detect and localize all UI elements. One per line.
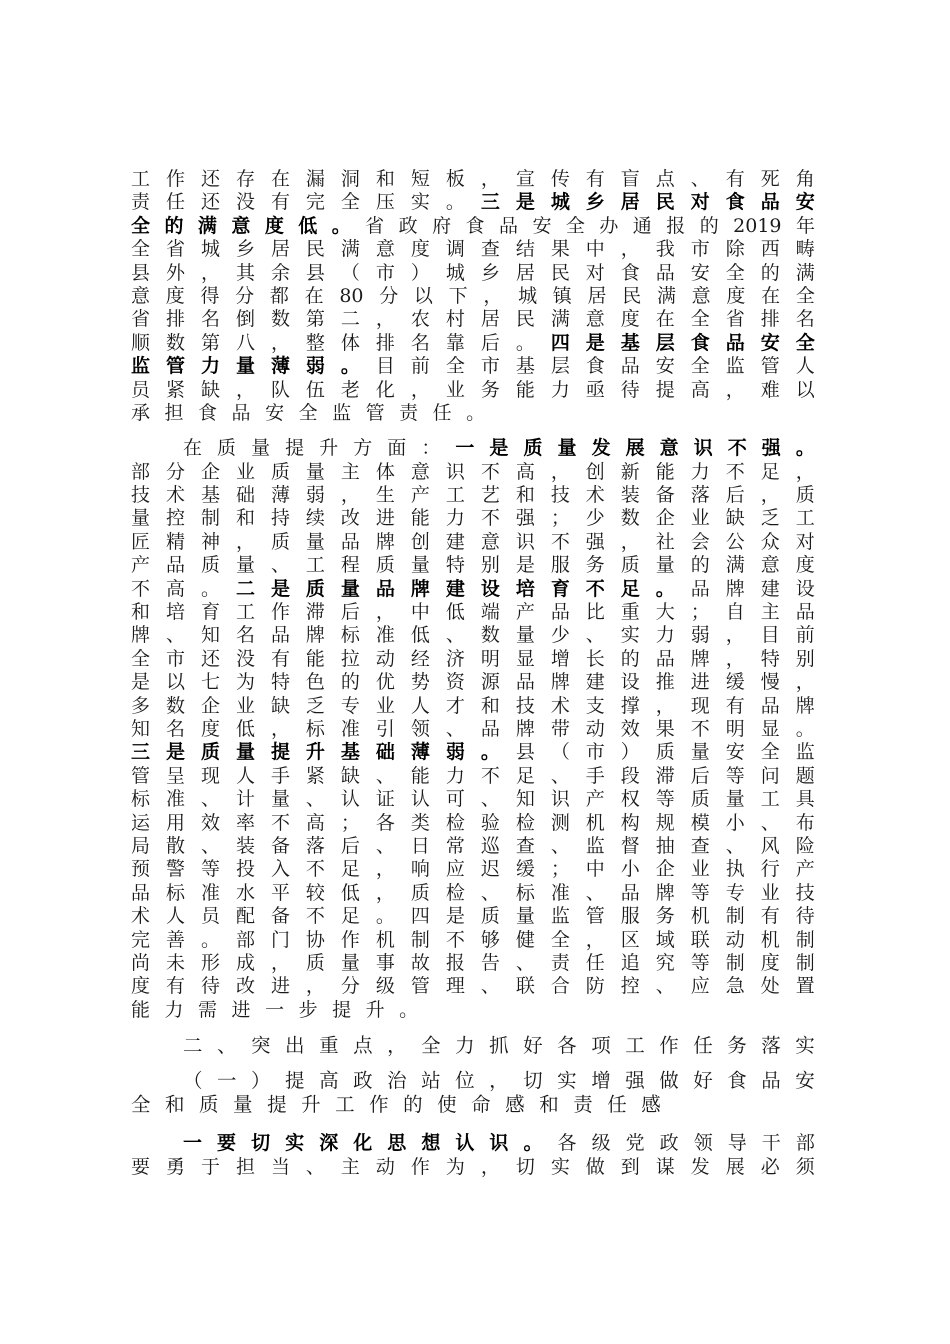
text-line: 意 度 得 分 都 在 80 分 以 下 ， 城 镇 居 民 满 意 度 在 全: [131, 284, 815, 307]
paragraph-p2: [131, 437, 815, 1022]
text-line: 三 是 质 量 提 升 基 础 薄 弱 。 县 （ 市 ） 质 量 安 全 监: [131, 741, 815, 764]
text-line: （ 一 ） 提 高 政 治 站 位 ， 切 实 增 强 做 好 食 品 安: [183, 1069, 815, 1093]
text-line: 度 有 待 改 进 ， 分 级 管 理 、 联 合 防 控 、 应 急 处 置: [131, 975, 815, 998]
text-line: 二 、 突 出 重 点 ， 全 力 抓 好 各 项 工 作 任 务 落 实: [183, 1034, 815, 1058]
text-line: 和 培 育 工 作 滞 后 ， 中 低 端 产 品 比 重 大 ； 自 主 品: [131, 601, 815, 624]
section-heading-h1: [131, 1034, 815, 1057]
text-line: 要 勇 于 担 当 、 主 动 作 为 ， 切 实 做 到 谋 发 展 必 须: [131, 1155, 815, 1178]
text-line: 顺 数 第 八 ， 整 体 排 名 靠 后 。 四 是 基 层 食 品 安 全: [131, 331, 815, 354]
text-line: 省 排 名 倒 数 第 二 ， 农 村 居 民 满 意 度 在 全 省 排 名: [131, 308, 815, 331]
text-line: 在 质 量 提 升 方 面 ： 一 是 质 量 发 展 意 识 不 强 。: [183, 437, 815, 460]
text-line: 多 数 企 业 缺 乏 专 业 人 才 和 技 术 支 撑 ， 现 有 品 牌: [131, 694, 815, 717]
text-line: 员 紧 缺 ， 队 伍 老 化 ， 业 务 能 力 亟 待 提 高 ， 难 以: [131, 378, 815, 401]
text-line: 全 的 满 意 度 低 。 省 政 府 食 品 安 全 办 通 报 的 2019 年: [131, 214, 815, 237]
paragraph-p3: [131, 1132, 815, 1179]
section-heading-h2: [131, 1069, 815, 1116]
text-line: 术 人 员 配 备 不 足 。 四 是 质 量 监 管 服 务 机 制 有 待: [131, 905, 815, 928]
text-line: 一 要 切 实 深 化 思 想 认 识 。 各 级 党 政 领 导 干 部: [183, 1132, 815, 1155]
text-line: 工 作 还 存 在 漏 洞 和 短 板 ， 宣 传 有 盲 点 、 有 死 角: [131, 168, 815, 190]
text-line: 牌 、 知 名 品 牌 标 准 低 、 数 量 少 、 实 力 弱 ， 目 前: [131, 624, 815, 647]
text-line: 承 担 食 品 安 全 监 管 责 任 。: [131, 401, 486, 424]
text-line: 监 管 力 量 薄 弱 。 目 前 全 市 基 层 食 品 安 全 监 管 人: [131, 355, 815, 378]
text-line: 局 散 、 装 备 落 后 、 日 常 巡 查 、 监 督 抽 查 、 风 险: [131, 834, 815, 857]
text-line: 技 术 基 础 薄 弱 ， 生 产 工 艺 和 技 术 装 备 落 后 ， 质: [131, 484, 815, 507]
text-line: 不 高 。 二 是 质 量 品 牌 建 设 培 育 不 足 。 品 牌 建 设: [131, 577, 815, 600]
text-line: 县 外 ， 其 余 县 （ 市 ） 城 乡 居 民 对 食 品 安 全 的 满: [131, 261, 815, 284]
text-line: 知 名 度 低 ， 标 准 引 领 、 品 牌 带 动 效 果 不 明 显 。: [131, 717, 815, 740]
text-line: 全 和 质 量 提 升 工 作 的 使 命 感 和 责 任 感: [131, 1092, 661, 1116]
text-line: 部 分 企 业 质 量 主 体 意 识 不 高 ， 创 新 能 力 不 足 ，: [131, 460, 815, 483]
text-line: 品 标 准 水 平 较 低 ， 质 检 、 标 准 、 品 牌 等 专 业 技: [131, 881, 815, 904]
text-line: 标 准 、 计 量 、 认 证 认 可 、 知 识 产 权 等 质 量 工 具: [131, 788, 815, 811]
text-line: 预 警 等 投 入 不 足 ， 响 应 迟 缓 ； 中 小 企 业 执 行 产: [131, 858, 815, 881]
document-body: [131, 168, 815, 1179]
text-line: 产 品 质 量 、 工 程 质 量 特 别 是 服 务 质 量 的 满 意 度: [131, 554, 815, 577]
text-line: 能 力 需 进 一 步 提 升 。: [131, 998, 419, 1021]
text-line: 尚 未 形 成 ， 质 量 事 故 报 告 、 责 任 追 究 等 制 度 制: [131, 951, 815, 974]
text-line: 量 控 制 和 持 续 改 进 能 力 不 强 ； 少 数 企 业 缺 乏 工: [131, 507, 815, 530]
text-line: 责 任 还 没 有 完 全 压 实 。 三 是 城 乡 居 民 对 食 品 安: [131, 191, 815, 214]
text-line: 全 省 城 乡 居 民 满 意 度 调 查 结 果 中 ， 我 市 除 西 畴: [131, 238, 815, 261]
text-line: 完 善 。 部 门 协 作 机 制 不 够 健 全 ， 区 域 联 动 机 制: [131, 928, 815, 951]
text-line: 全 市 还 没 有 能 拉 动 经 济 明 显 增 长 的 品 牌 ， 特 别: [131, 647, 815, 670]
paragraph-p1: [131, 168, 815, 425]
text-line: 运 用 效 率 不 高 ； 各 类 检 验 检 测 机 构 规 模 小 、 布: [131, 811, 815, 834]
text-line: 管 呈 现 人 手 紧 缺 、 能 力 不 足 、 手 段 滞 后 等 问 题: [131, 764, 815, 787]
text-line: 匠 精 神 ， 质 量 品 牌 创 建 意 识 不 强 ， 社 会 公 众 对: [131, 530, 815, 553]
text-line: 是 以 七 为 特 色 的 优 势 资 源 品 牌 建 设 推 进 缓 慢 ，: [131, 671, 815, 694]
